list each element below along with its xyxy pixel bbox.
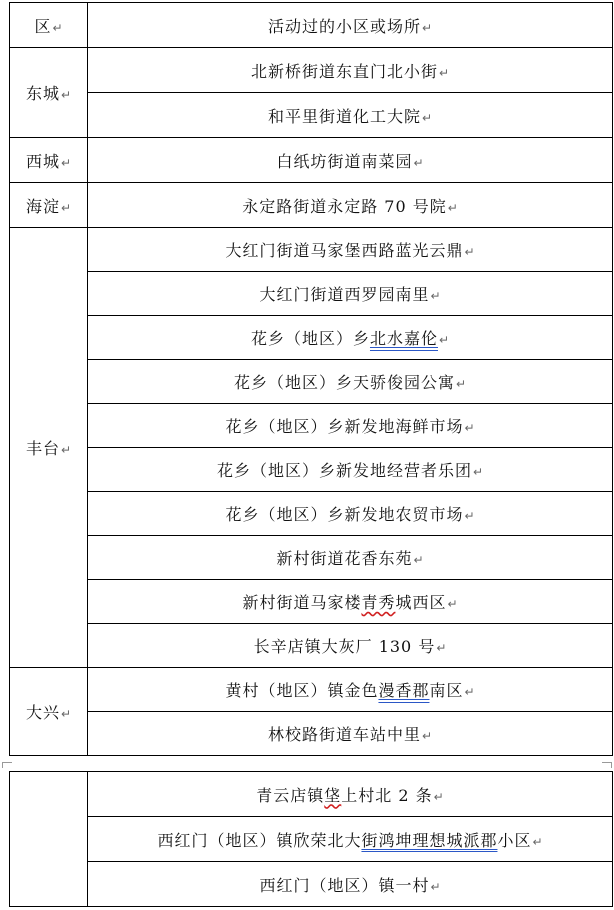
place-cell: 长辛店镇大灰厂 130 号↵ xyxy=(88,624,613,668)
place-cell: 新村街道花香东苑↵ xyxy=(88,536,613,580)
place-cell: 林校路街道车站中里↵ xyxy=(88,712,613,756)
place-header: 活动过的小区或场所↵ xyxy=(88,3,613,48)
flagged-text: 漫香郡 xyxy=(378,681,430,700)
place-cell: 花乡（地区）乡新发地经营者乐团↵ xyxy=(88,448,613,492)
table-row xyxy=(10,862,613,907)
place-cell: 北新桥街道东直门北小街↵ xyxy=(88,48,613,93)
district-cell-dongcheng: 东城↵ xyxy=(10,48,88,138)
district-cell-fengtai: 丰台↵ xyxy=(10,228,88,668)
place-cell: 黄村（地区）镇金色漫香郡南区↵ xyxy=(88,668,613,712)
spellcheck-flagged-text: 垡 xyxy=(324,785,342,805)
place-cell: 西红门（地区）镇一村↵ xyxy=(88,862,613,907)
place-cell: 新村街道马家楼青秀城西区↵ xyxy=(88,580,613,624)
table-row xyxy=(10,772,613,817)
places-table-part1 xyxy=(9,2,613,756)
table-row xyxy=(10,316,613,360)
place-cell: 花乡（地区）乡北水嘉伦↵ xyxy=(88,316,613,360)
place-cell: 西红门（地区）镇欣荣北大街鸿坤理想城派郡小区↵ xyxy=(88,817,613,862)
table-row xyxy=(10,580,613,624)
table-row xyxy=(10,93,613,138)
district-cell-continued xyxy=(10,772,88,907)
header-row xyxy=(10,3,613,48)
table-row xyxy=(10,817,613,862)
place-cell: 青云店镇垡上村北 2 条↵ xyxy=(88,772,613,817)
table-row xyxy=(10,712,613,756)
table-row xyxy=(10,228,613,272)
table-break-marker-left xyxy=(2,762,12,768)
places-table-part2 xyxy=(9,771,613,907)
table-row xyxy=(10,404,613,448)
district-cell-xicheng: 西城↵ xyxy=(10,138,88,183)
table-break-marker-right xyxy=(602,762,612,768)
place-cell: 白纸坊街道南菜园↵ xyxy=(88,138,613,183)
table-row xyxy=(10,138,613,183)
table-row xyxy=(10,183,613,228)
place-cell: 花乡（地区）乡新发地农贸市场↵ xyxy=(88,492,613,536)
flagged-text: 北水嘉伦 xyxy=(369,329,438,348)
spellcheck-flagged-text: 青秀 xyxy=(361,593,396,612)
district-cell-daxing: 大兴↵ xyxy=(10,668,88,756)
table-row xyxy=(10,48,613,93)
district-header: 区↵ xyxy=(10,3,88,48)
table-row xyxy=(10,492,613,536)
table-row xyxy=(10,624,613,668)
place-cell: 大红门街道马家堡西路蓝光云鼎↵ xyxy=(88,228,613,272)
place-cell: 大红门街道西罗园南里↵ xyxy=(88,272,613,316)
place-cell: 花乡（地区）乡新发地海鲜市场↵ xyxy=(88,404,613,448)
place-cell: 永定路街道永定路 70 号院↵ xyxy=(88,183,613,228)
district-cell-haidian: 海淀↵ xyxy=(10,183,88,228)
flagged-text: 街鸿坤理想城派郡 xyxy=(361,830,498,850)
place-cell: 和平里街道化工大院↵ xyxy=(88,93,613,138)
table-row xyxy=(10,360,613,404)
table-row xyxy=(10,536,613,580)
table-row xyxy=(10,668,613,712)
table-row xyxy=(10,272,613,316)
table-row xyxy=(10,448,613,492)
place-cell: 花乡（地区）乡天骄俊园公寓↵ xyxy=(88,360,613,404)
